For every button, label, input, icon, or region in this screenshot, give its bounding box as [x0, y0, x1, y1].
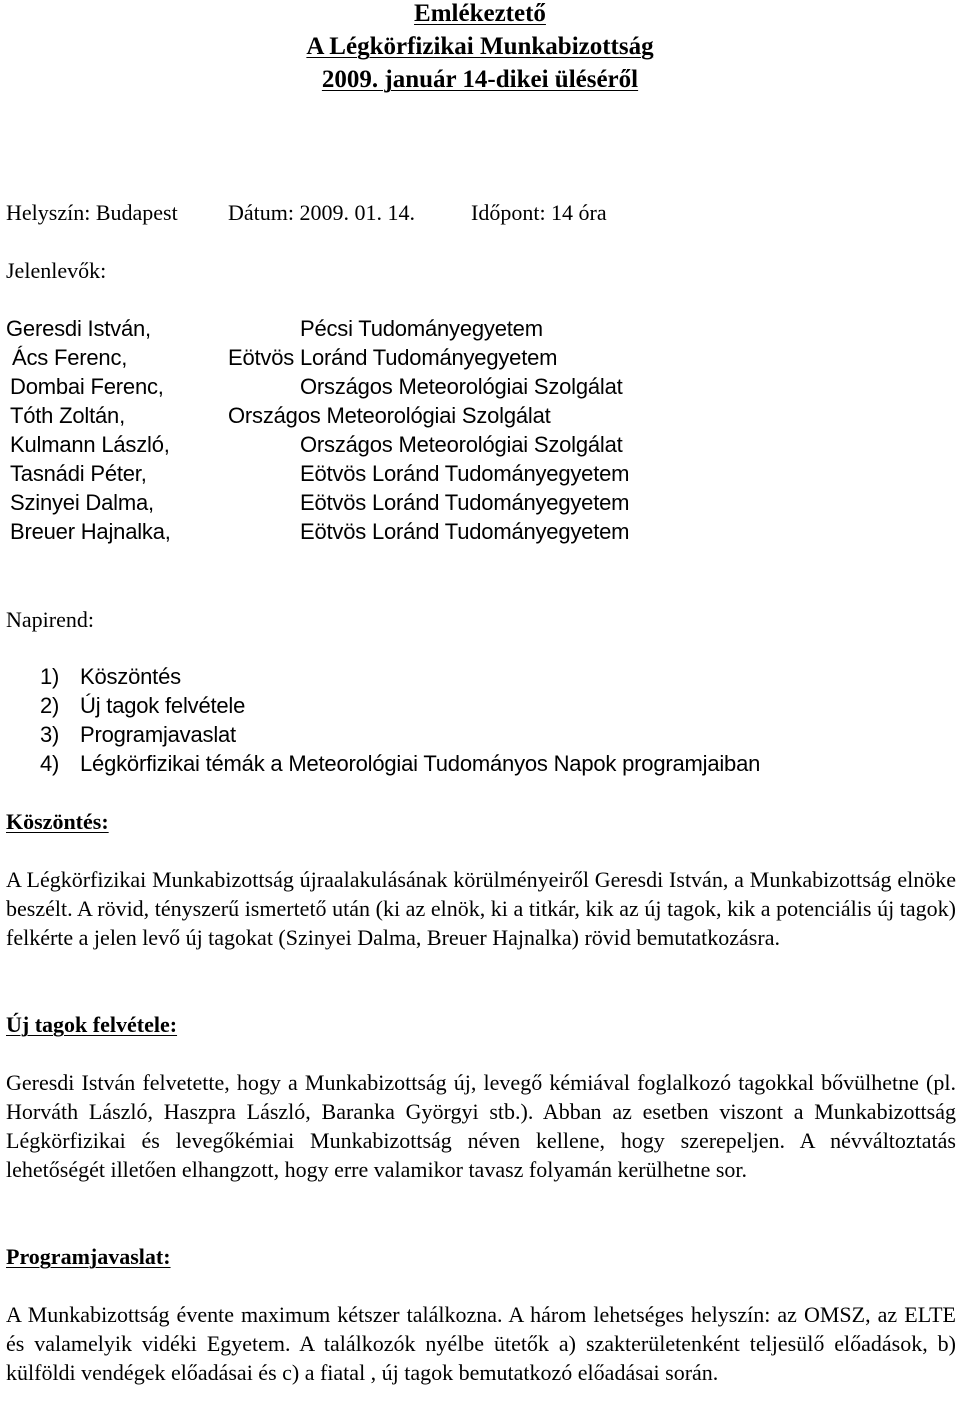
agenda-item-number: 3) — [40, 722, 60, 747]
agenda-item-number: 4) — [40, 751, 60, 776]
agenda-item-number: 2) — [40, 693, 60, 718]
attendee-institution: Eötvös Loránd Tudományegyetem — [300, 461, 630, 486]
attendee-institution: Eötvös Loránd Tudományegyetem — [300, 519, 630, 544]
title-line-3: 2009. január 14-dikei üléséről — [321, 66, 639, 93]
attendee-name: Breuer Hajnalka, — [10, 519, 171, 544]
agenda-item-text: Légkörfizikai témák a Meteorológiai Tudományos Napok programjaiban — [80, 751, 761, 776]
attendee-institution: Országos Meteorológiai Szolgálat — [300, 432, 623, 457]
attendee-institution: Eötvös Loránd Tudományegyetem — [228, 345, 558, 370]
agenda-item-text: Köszöntés — [80, 664, 181, 689]
meeting-date: Dátum: 2009. 01. 14. — [228, 200, 415, 225]
meeting-time: Időpont: 14 óra — [471, 200, 607, 225]
attendee-name: Tóth Zoltán, — [10, 403, 125, 428]
section-heading-new-members: Új tagok felvétele: — [6, 1012, 178, 1037]
attendee-name: Geresdi István, — [6, 316, 151, 341]
agenda-item-text: Új tagok felvétele — [80, 693, 246, 718]
attendee-row — [0, 372, 960, 401]
agenda-label: Napirend: — [6, 607, 94, 632]
attendee-name: Dombai Ferenc, — [10, 374, 164, 399]
section-heading-program-proposal: Programjavaslat: — [6, 1244, 171, 1269]
attendee-row — [0, 488, 960, 517]
title-line-1: Emlékeztető — [414, 0, 546, 27]
section-heading-greeting: Köszöntés: — [6, 809, 109, 834]
attendee-institution: Országos Meteorológiai Szolgálat — [228, 403, 551, 428]
attendee-name: Kulmann László, — [10, 432, 170, 457]
attendee-name: Szinyei Dalma, — [10, 490, 154, 515]
attendee-name: Tasnádi Péter, — [10, 461, 147, 486]
attendee-row — [0, 459, 960, 488]
attendee-institution: Országos Meteorológiai Szolgálat — [300, 374, 623, 399]
agenda-item-text: Programjavaslat — [80, 722, 236, 747]
attendee-row — [0, 401, 960, 430]
attendee-list — [0, 314, 960, 546]
agenda-item-number: 1) — [40, 664, 60, 689]
section-body-program-proposal: A Munkabizottság évente maximum kétszer találkozna. A három lehetséges helyszín: az OMSZ, az ELTE és valamelyik vidéki Egyetem. A találkozók nyélbe ütetők a) szakterületenként teljesülő előadások, b) külföldi vendégek előadásai és c) a fiatal , új tagok bemutatkozó előadásai során. — [6, 1302, 956, 1385]
attendees-label: Jelenlevők: — [6, 258, 107, 283]
attendee-name: Ács Ferenc, — [12, 345, 128, 370]
attendee-row — [0, 517, 960, 546]
section-body-new-members: Geresdi István felvetette, hogy a Munkabizottság új, levegő kémiával foglalkozó tagokkal bővülhetne (pl. Horváth László, Haszpra László, Baranka Györgyi stb.). Abban az esetben viszont a Munkabizottság Légkörfizikai és levegőkémiai Munkabizottság néven kellene, hogy szerepeljen. A névváltoztatás lehetőségét illetően elhangzott, hogy erre valamikor tavasz folyamán kerülhetne sor. — [6, 1070, 956, 1182]
meeting-place: Helyszín: Budapest — [6, 200, 178, 225]
attendee-row — [0, 430, 960, 459]
attendee-row — [0, 343, 960, 372]
attendee-institution: Eötvös Loránd Tudományegyetem — [300, 490, 630, 515]
attendee-row — [0, 314, 960, 343]
attendee-institution: Pécsi Tudományegyetem — [300, 316, 543, 341]
title-line-2: A Légkörfizikai Munkabizottság — [306, 33, 654, 60]
section-body-greeting: A Légkörfizikai Munkabizottság újraalakulásának körülményeiről Geresdi István, a Munkabizottság elnöke beszélt. A rövid, tényszerű ismertető után (ki az elnök, ki a titkár, kik az új tagok, kik a potenciális új tagok) felkérte a jelen levő új tagokat (Szinyei Dalma, Breuer Hajnalka) rövid bemutatkozásra. — [6, 867, 956, 950]
